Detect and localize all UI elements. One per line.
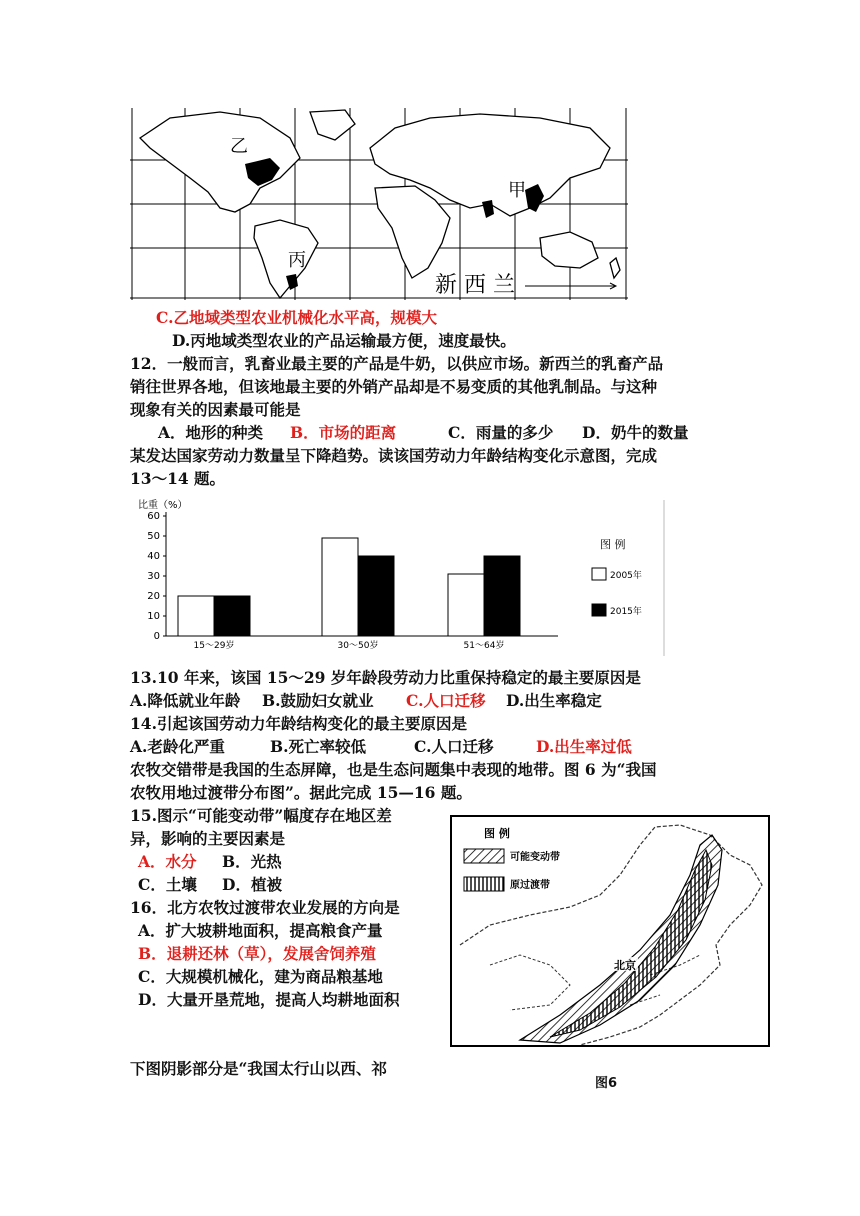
cn-city-label: 北京 — [614, 959, 636, 972]
cn-legend-change: 可能变动带 — [510, 852, 560, 863]
bar — [322, 538, 358, 636]
y-tick-label: 10 — [147, 611, 160, 622]
q14-option-d: D.出生率过低 — [536, 737, 632, 756]
cn-legend-orig: 原过渡带 — [510, 880, 550, 891]
y-tick-label: 30 — [147, 571, 160, 582]
intro-13-14-line2: 13～14 题。 — [130, 469, 226, 488]
q13-option-a: A.降低就业年龄 — [130, 691, 241, 710]
q16-stem: 16．北方农牧过渡带农业发展的方向是 — [130, 898, 400, 917]
q11-option-d: D.丙地域类型农业的产品运输最方便，速度最快。 — [172, 331, 516, 350]
q12-line1: 12．一般而言，乳畜业最主要的产品是牛奶，以供应市场。新西兰的乳畜产品 — [130, 354, 664, 373]
y-tick-label: 40 — [147, 551, 160, 562]
q14-option-c: C.人口迁移 — [414, 737, 494, 756]
q14-option-b: B.死亡率较低 — [270, 737, 366, 756]
world-map — [130, 108, 628, 300]
q14-stem: 14.引起该国劳动力年龄结构变化的最主要原因是 — [130, 714, 467, 733]
q16-option-d: D．大量开垦荒地，提高人均耕地面积 — [138, 990, 400, 1009]
q13-option-c: C.人口迁移 — [406, 691, 486, 710]
intro-15-16-line1: 农牧交错带是我国的生态屏障，也是生态问题集中表现的地带。图 6 为“我国 — [130, 760, 657, 779]
q14-option-a: A.老龄化严重 — [130, 737, 225, 756]
intro-13-14-line1: 某发达国家劳动力数量呈下降趋势。读该国劳动力年龄结构变化示意图，完成 — [130, 446, 658, 465]
q13-option-d: D.出生率稳定 — [506, 691, 602, 710]
x-tick-label: 15～29岁 — [193, 641, 235, 651]
q15-option-d: D．植被 — [222, 875, 282, 894]
bar — [178, 596, 214, 636]
legend-title: 图 例 — [600, 538, 626, 551]
cn-legend-swatch-orig — [464, 877, 504, 891]
label-nz: 新 西 兰 — [435, 273, 515, 298]
q11-option-c: C.乙地域类型农业机械化水平高，规模大 — [156, 308, 437, 327]
q12-line2: 销往世界各地，但该地最主要的外销产品却是不易变质的其他乳制品。与这种 — [130, 377, 658, 396]
figure-6-caption: 图6 — [595, 1076, 618, 1091]
y-tick-label: 60 — [147, 511, 160, 522]
q15-option-a: A．水分 — [138, 852, 197, 871]
cn-legend-swatch-change — [464, 849, 504, 863]
q16-option-c: C．大规模机械化，建为商品粮基地 — [138, 967, 383, 986]
y-tick-label: 20 — [147, 591, 160, 602]
cn-legend-title: 图 例 — [484, 827, 510, 840]
label-bing: 丙 — [288, 250, 306, 271]
q16-option-b: B．退耕还林（草），发展舍饲养殖 — [138, 944, 376, 963]
q15-option-c: C．土壤 — [138, 875, 197, 894]
x-tick-label: 30～50岁 — [337, 641, 379, 651]
tail-line: 下图阴影部分是“我国太行山以西、祁 — [130, 1059, 387, 1078]
bar — [358, 556, 394, 636]
bar — [484, 556, 520, 636]
q13-option-b: B.鼓励妇女就业 — [262, 691, 374, 710]
label-jia: 甲 — [508, 180, 526, 201]
legend-swatch — [592, 604, 606, 616]
intro-15-16-line2: 农牧用地过渡带分布图”。据此完成 15—16 题。 — [130, 783, 472, 802]
legend-label: 2015年 — [610, 607, 642, 617]
q12-option-c: C．雨量的多少 — [448, 423, 554, 442]
q15-option-b: B．光热 — [222, 852, 282, 871]
china-transition-map — [450, 815, 770, 1055]
labor-age-chart — [128, 496, 668, 656]
bar — [214, 596, 250, 636]
legend-swatch — [592, 568, 606, 580]
x-tick-label: 51～64岁 — [463, 641, 505, 651]
label-yi: 乙 — [230, 136, 248, 157]
q13-stem: 13.10 年来，该国 15～29 岁年龄段劳动力比重保持稳定的最主要原因是 — [130, 668, 641, 687]
legend-label: 2005年 — [610, 571, 642, 581]
bar — [448, 574, 484, 636]
chart-ylabel: 比重（%） — [138, 500, 188, 511]
q15-line2: 异，影响的主要因素是 — [130, 829, 286, 848]
y-tick-label: 50 — [147, 531, 160, 542]
q12-option-d: D．奶牛的数量 — [582, 423, 689, 442]
q12-option-a: A．地形的种类 — [158, 423, 264, 442]
q15-line1: 15.图示“可能变动带”幅度存在地区差 — [130, 806, 392, 825]
q12-option-b: B．市场的距离 — [290, 423, 397, 442]
y-tick-label: 0 — [153, 631, 160, 642]
q16-option-a: A．扩大坡耕地面积，提高粮食产量 — [138, 921, 383, 940]
q12-line3: 现象有关的因素最可能是 — [130, 400, 301, 419]
